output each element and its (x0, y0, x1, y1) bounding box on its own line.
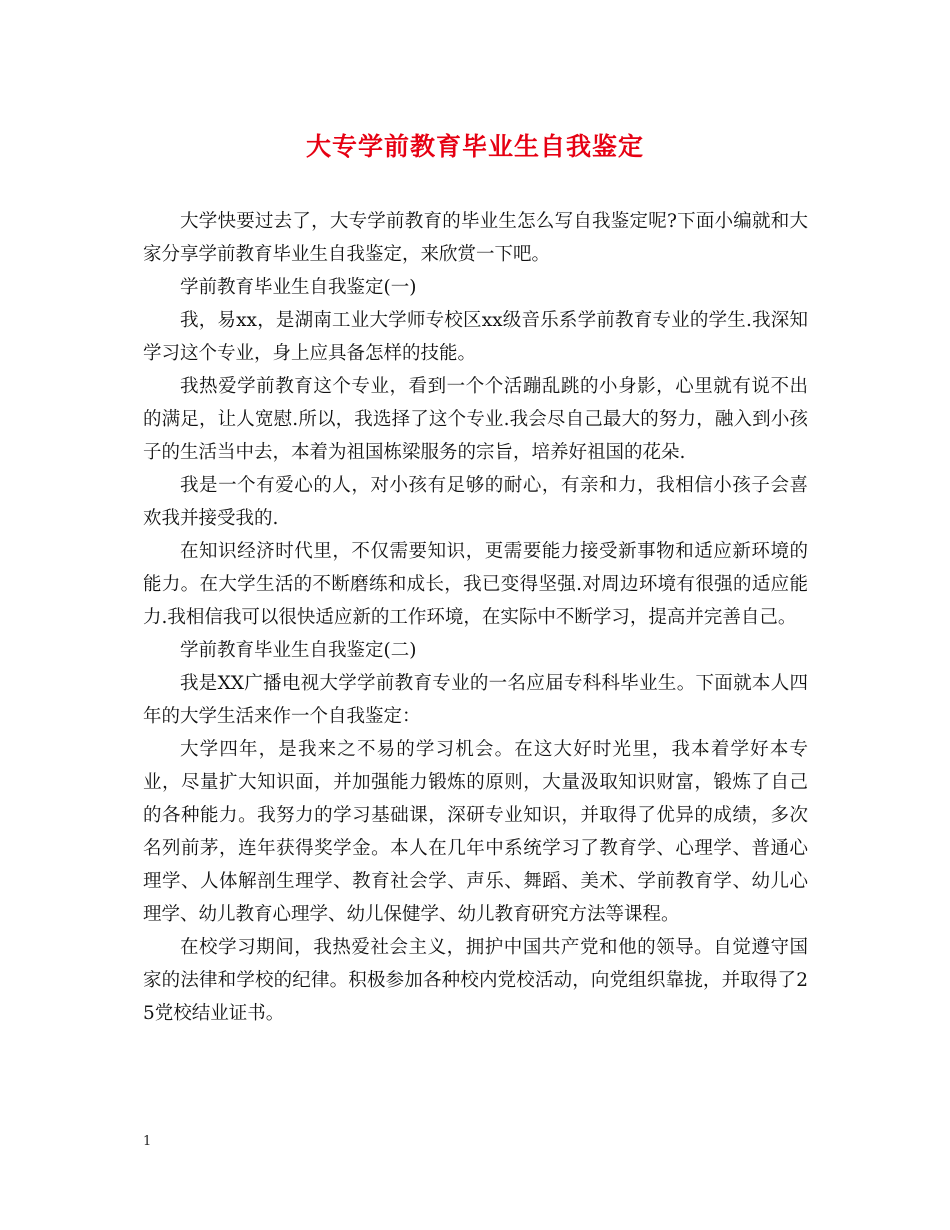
document-body (143, 205, 808, 1030)
paragraph-intro: 大学快要过去了，大专学前教育的毕业生怎么写自我鉴定呢?下面小编就和大家分享学前教育毕业生自我鉴定，来欣赏一下吧。 (143, 211, 808, 265)
paragraph: 我是一个有爱心的人，对小孩有足够的耐心，有亲和力，我相信小孩子会喜欢我并接受我的. (143, 475, 808, 529)
paragraph: 大学四年，是我来之不易的学习机会。在这大好时光里，我本着学好本专业，尽量扩大知识面，并加强能力锻炼的原则，大量汲取知识财富，锻炼了自己的各种能力。我努力的学习基础课，深研专业知识，并取得了优异的成绩，多次名列前茅，连年获得奖学金。本人在几年中系统学习了教育学、心理学、普通心理学、人体解剖生理学、教育社会学、声乐、舞蹈、美术、学前教育学、幼儿心理学、幼儿教育心理学、幼儿保健学、幼儿教育研究方法等课程。 (143, 739, 808, 925)
paragraph: 在知识经济时代里，不仅需要知识，更需要能力接受新事物和适应新环境的能力。在大学生活的不断磨练和成长，我已变得坚强.对周边环境有很强的适应能力.我相信我可以很快适应新的工作环境，在实际中不断学习，提高并完善自己。 (143, 541, 808, 628)
paragraph: 在校学习期间，我热爱社会主义，拥护中国共产党和他的领导。自觉遵守国家的法律和学校的纪律。积极参加各种校内党校活动，向党组织靠拢，并取得了25党校结业证书。 (143, 937, 808, 1024)
paragraph: 我是XX广播电视大学学前教育专业的一名应届专科科毕业生。下面就本人四年的大学生活来作一个自我鉴定： (143, 673, 808, 727)
section-heading-one: 学前教育毕业生自我鉴定(一) (180, 277, 417, 298)
paragraph: 我，易xx，是湖南工业大学师专校区xx级音乐系学前教育专业的学生.我深知学习这个专业，身上应具备怎样的技能。 (143, 310, 808, 364)
section-heading-two: 学前教育毕业生自我鉴定(二) (180, 640, 417, 661)
document-title: 大专学前教育毕业生自我鉴定 (305, 132, 644, 161)
paragraph: 我热爱学前教育这个专业，看到一个个活蹦乱跳的小身影，心里就有说不出的满足，让人宽慰.所以，我选择了这个专业.我会尽自己最大的努力，融入到小孩子的生活当中去，本着为祖国栋梁服务的宗旨，培养好祖国的花朵. (143, 376, 808, 463)
page-number: 1 (143, 1134, 152, 1149)
